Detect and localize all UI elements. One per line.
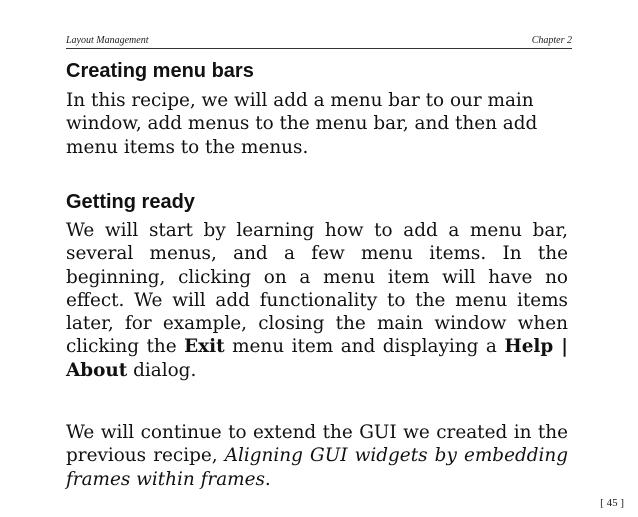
paragraph-line: In this recipe, we will add a menu bar to our main [66, 90, 534, 111]
continuation-paragraph [66, 421, 568, 491]
paragraph-line [66, 359, 568, 382]
recipe-title-reference: frames within frames [66, 468, 265, 490]
paragraph-line: We will continue to extend the GUI we created in the [66, 422, 568, 443]
paragraph-line [66, 335, 568, 358]
page-number: [ 45 ] [600, 497, 624, 509]
text-run: clicking the [66, 336, 185, 358]
paragraph-line: later, for example, closing the main window when [66, 313, 568, 335]
getting-ready-paragraph [66, 219, 568, 382]
paragraph-line: several menus, and a few menu items. In the [66, 243, 568, 265]
text-run: menu item and displaying a [224, 336, 505, 358]
paragraph-line: beginning, clicking on a menu item will have no [66, 266, 568, 288]
paragraph-line: window, add menus to the menu bar, and then add [66, 113, 538, 135]
section-heading-creating-menu-bars: Creating menu bars [66, 60, 254, 82]
text-run: previous recipe, [66, 445, 225, 467]
header-section-title: Layout Management [66, 35, 149, 46]
paragraph-line: effect. We will add functionality to the menu items [66, 289, 568, 311]
paragraph-line [66, 468, 568, 491]
about-menu-term: About [66, 359, 128, 381]
exit-menu-term: Exit [184, 336, 225, 358]
recipe-title-reference: Aligning GUI widgets by embedding [224, 445, 568, 467]
header-chapter-label: Chapter 2 [531, 35, 572, 46]
intro-paragraph [66, 89, 568, 159]
paragraph-line [66, 444, 568, 467]
paragraph-line: menu items to the menus. [66, 136, 309, 158]
paragraph-line: We will start by learning how to add a menu bar, [66, 220, 568, 241]
section-heading-getting-ready: Getting ready [66, 191, 195, 213]
text-run: . [264, 468, 271, 490]
help-menu-term: Help | [504, 336, 568, 358]
text-run: dialog. [127, 359, 197, 381]
running-header [66, 34, 572, 49]
